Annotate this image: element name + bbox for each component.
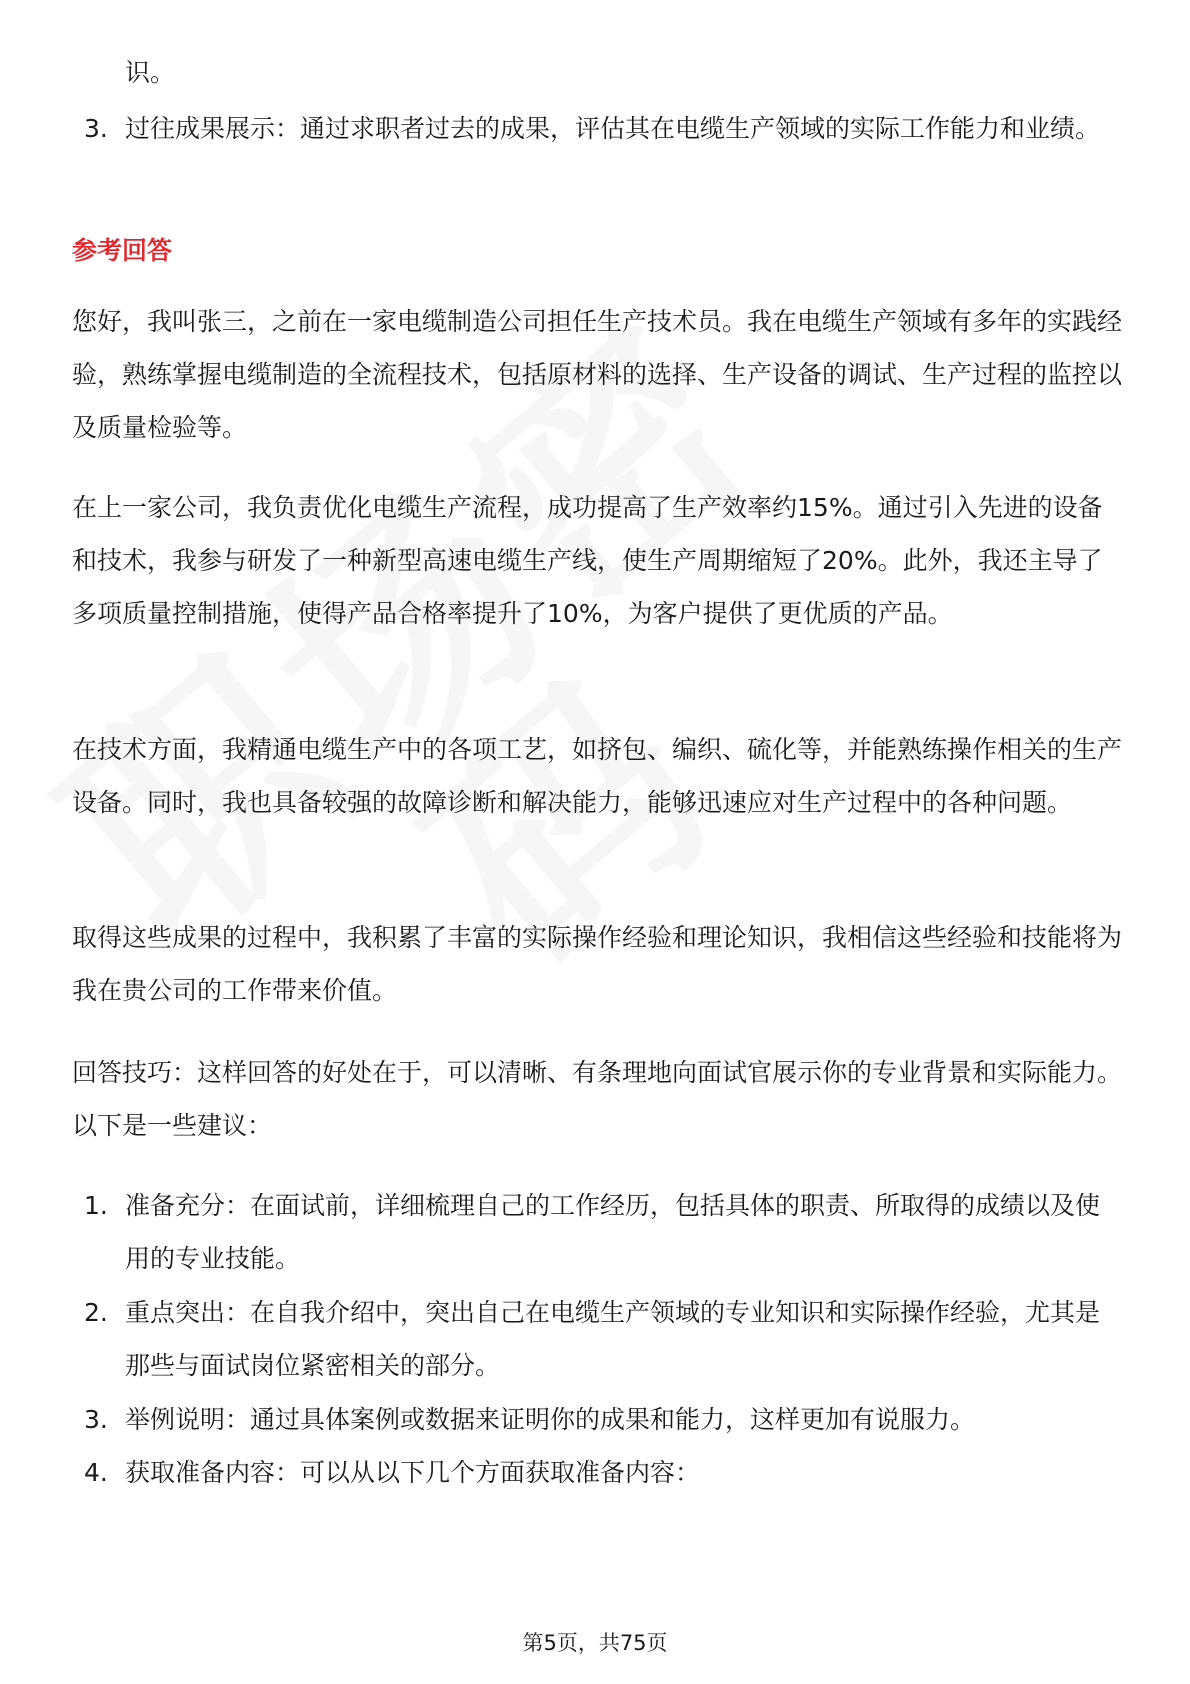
list-text: 过往成果展示：通过求职者过去的成果，评估其在电缆生产领域的实际工作能力和业绩。	[125, 114, 1101, 143]
criteria-item	[72, 102, 1124, 155]
tip-item	[72, 1286, 1124, 1392]
list-text: 获取准备内容：可以从以下几个方面获取准备内容：	[125, 1458, 701, 1487]
paragraph: 在上一家公司，我负责优化电缆生产流程，成功提高了生产效率约15%。通过引入先进的设备和技术，我参与研发了一种新型高速电缆生产线，使生产周期缩短了20%。此外，我还主导了多项质量控制措施，使得产品合格率提升了10%，为客户提供了更优质的产品。	[72, 493, 1103, 628]
list-number: 4.	[84, 1458, 108, 1487]
list-number: 3.	[84, 1405, 108, 1434]
tip-item	[72, 1446, 1124, 1499]
list-text: 准备充分：在面试前，详细梳理自己的工作经历，包括具体的职责、所取得的成绩以及使用的专业技能。	[125, 1191, 1101, 1273]
paragraph: 您好，我叫张三，之前在一家电缆制造公司担任生产技术员。我在电缆生产领域有多年的实践经验，熟练掌握电缆制造的全流程技术，包括原材料的选择、生产设备的调试、生产过程的监控以及质量检验等。	[72, 307, 1123, 442]
page-number: 第5页，共75页	[522, 1631, 668, 1655]
list-text: 举例说明：通过具体案例或数据来证明你的成果和能力，这样更加有说服力。	[125, 1405, 976, 1434]
paragraph: 取得这些成果的过程中，我积累了丰富的实际操作经验和理论知识，我相信这些经验和技能将为我在贵公司的工作带来价值。	[72, 923, 1123, 1005]
paragraph: 回答技巧：这样回答的好处在于，可以清晰、有条理地向面试官展示你的专业背景和实际能力。以下是一些建议：	[72, 1058, 1123, 1140]
tip-item	[72, 1393, 1124, 1446]
paragraph: 在技术方面，我精通电缆生产中的各项工艺，如挤包、编织、硫化等，并能熟练操作相关的生产设备。同时，我也具备较强的故障诊断和解决能力，能够迅速应对生产过程中的各种问题。	[72, 735, 1123, 817]
list-text: 重点突出：在自我介绍中，突出自己在电缆生产领域的专业知识和实际操作经验，尤其是那些与面试岗位紧密相关的部分。	[125, 1298, 1101, 1380]
section-heading: 参考回答	[72, 236, 173, 265]
tip-item	[72, 1179, 1124, 1285]
list-number: 2.	[84, 1298, 108, 1327]
list-number: 1.	[84, 1191, 108, 1220]
continuation-text: 识。	[125, 58, 176, 87]
list-number: 3.	[84, 114, 108, 143]
